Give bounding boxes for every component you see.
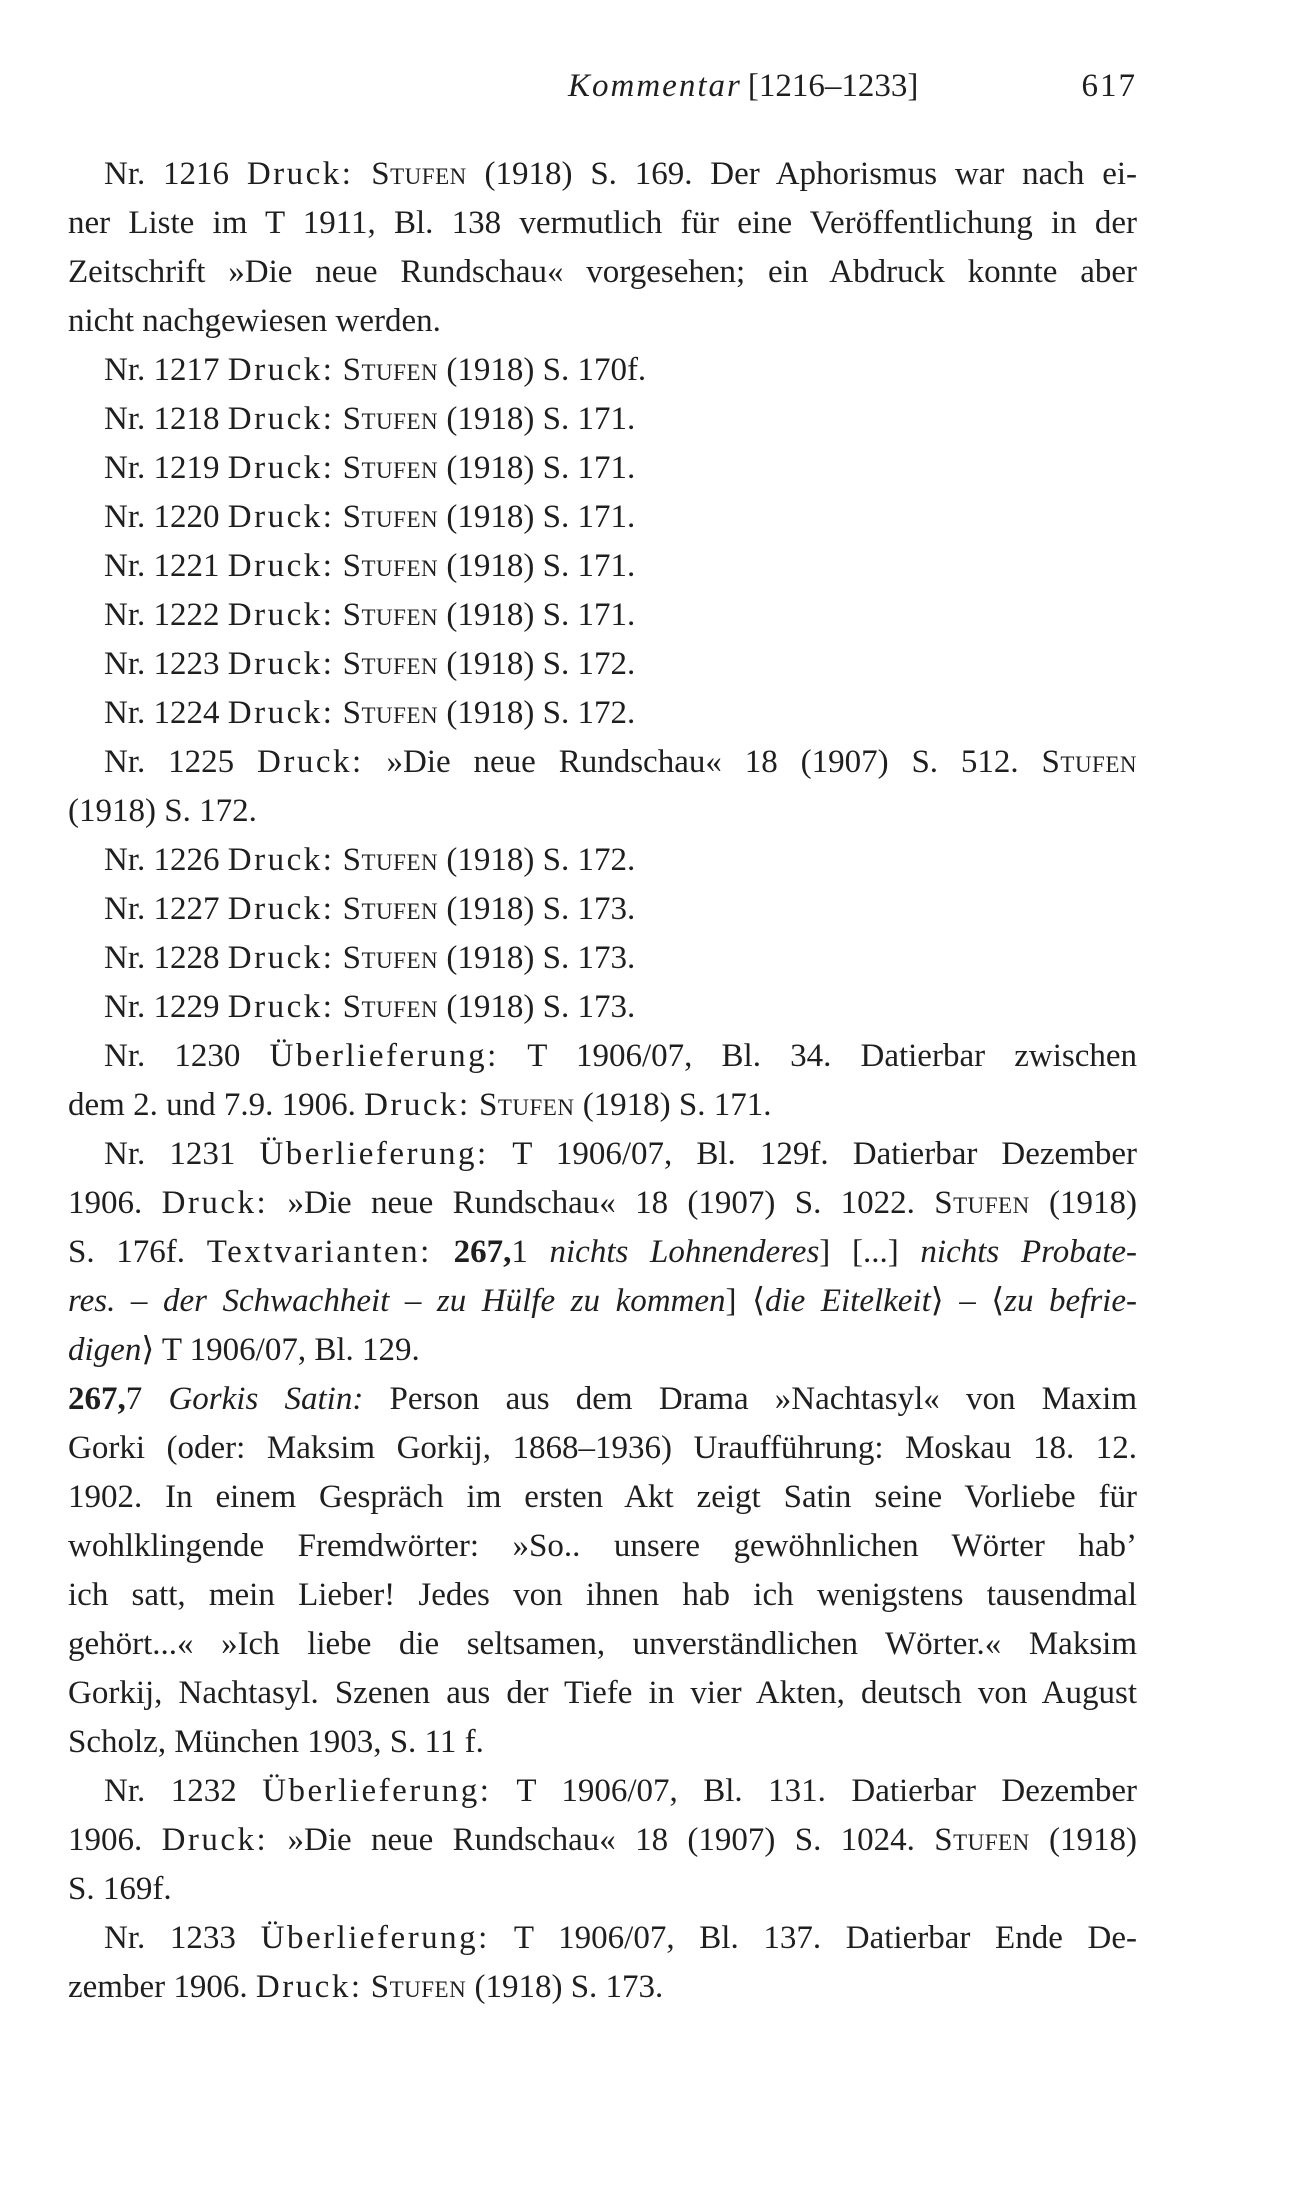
text-run: S. 169f. [68,1871,172,1907]
text-run: Nr. 1223 [104,646,228,682]
small-caps-run: Stufen [342,940,439,976]
text-line [68,738,1137,787]
text-run [334,646,342,682]
text-run: wohlklingende Fremdwörter: »So.. unsere gewöhnlichen Wörter hab’ [68,1528,1137,1564]
text-line [68,983,1137,1032]
spaced-run: Druck: [246,156,354,192]
commentary-body [68,150,1137,2012]
small-caps-run: Stufen [342,401,439,437]
small-caps-run: Stufen [371,156,467,192]
text-run: ⟩ – ⟨ [930,1283,1005,1319]
text-line [68,248,1137,297]
spaced-run: Druck: [227,989,335,1025]
spaced-run: Druck: [227,352,335,388]
text-line [68,493,1137,542]
text-run: ner Liste im T 1911, Bl. 138 vermutlich für eine Veröffentlichung in der [68,205,1137,241]
text-run: (1918) S. 171. [438,597,636,633]
text-run: (1918) S. 173. [438,940,636,976]
small-caps-run: Stufen [342,646,439,682]
text-run [334,989,342,1025]
text-line [68,1865,1137,1914]
text-run: Nr. 1222 [104,597,228,633]
text-line [68,591,1137,640]
text-run [334,401,342,437]
text-line [68,1375,1137,1424]
italic-run: Gorkis Satin: [168,1381,364,1417]
text-run: (1918) S. 172. [438,842,636,878]
text-run: Nr. 1233 [104,1920,261,1956]
text-run: Person aus dem Drama »Nachtasyl« von Maxim [363,1381,1137,1417]
text-run: (1918) S. 171. [438,450,636,486]
text-run [334,548,342,584]
text-line [68,1669,1137,1718]
text-run: Nr. 1221 [104,548,228,584]
text-run: Nr. 1227 [104,891,228,927]
running-head [568,66,1137,106]
text-run: 1906. [68,1185,162,1221]
spaced-run: Druck: [227,499,335,535]
text-run: nicht nachgewiesen werden. [68,303,441,339]
small-caps-run: Stufen [1041,744,1138,780]
text-run: Nr. 1224 [104,695,228,731]
bold-run: 267, [453,1234,512,1270]
spaced-run: Überlieferung: [260,1920,490,1956]
text-run: (1918) S. 171. [438,401,636,437]
spaced-run: Druck: [255,1969,363,2005]
text-line [68,1228,1137,1277]
text-line [68,542,1137,591]
page-number: 617 [1081,68,1137,104]
text-run: ich satt, mein Lieber! Jedes von ihnen hab ich wenigstens tausendmal [68,1577,1137,1613]
text-line [68,1032,1137,1081]
text-run [353,156,371,192]
text-line [68,1473,1137,1522]
text-run: Nr. 1229 [104,989,228,1025]
text-run: ] ⟨ [725,1283,765,1319]
running-head-title-text: Kommentar [568,68,742,104]
text-run: Zeitschrift »Die neue Rundschau« vorgesehen; ein Abdruck konnte aber [68,254,1137,290]
text-line [68,1081,1137,1130]
text-run [334,499,342,535]
text-run: gehört...« »Ich liebe die seltsamen, unverständlichen Wörter.« Maksim [68,1626,1137,1662]
text-line [68,1620,1137,1669]
spaced-run: Druck: [227,646,335,682]
text-run: 1902. In einem Gespräch im ersten Akt zeigt Satin seine Vorliebe für [68,1479,1137,1515]
text-run: Scholz, München 1903, S. 11 f. [68,1724,484,1760]
text-line [68,1424,1137,1473]
text-run: (1918) S. 170f. [438,352,647,388]
text-run: Nr. 1217 [104,352,228,388]
text-run: Nr. 1232 [104,1773,263,1809]
text-line [68,1179,1137,1228]
spaced-run: Druck: [257,744,364,780]
small-caps-run: Stufen [342,891,439,927]
text-line [68,1130,1137,1179]
text-run: »Die neue Rundschau« 18 (1907) S. 512. [363,744,1042,780]
spaced-run: Druck: [227,401,335,437]
small-caps-run: Stufen [342,499,439,535]
text-run: T 1906/07, Bl. 129f. Datierbar Dezember [488,1136,1138,1172]
text-line [68,1816,1137,1865]
small-caps-run: Stufen [342,842,439,878]
spaced-run: Druck: [161,1185,269,1221]
small-caps-run: Stufen [342,989,439,1025]
text-run: (1918) S. 173. [438,891,636,927]
text-run: ] [...] [819,1234,921,1270]
italic-run: zu befrie- [1004,1283,1137,1319]
text-run: 1906. [68,1822,162,1858]
italic-run: digen [68,1332,142,1368]
text-run: (1918) S. 169. Der Aphorismus war nach ei- [466,156,1138,192]
text-line [68,346,1137,395]
spaced-run: Textvarianten: [206,1234,432,1270]
text-line [68,1914,1137,1963]
text-run: »Die neue Rundschau« 18 (1907) S. 1022. [268,1185,935,1221]
text-run: 1 [511,1234,550,1270]
text-run: Nr. 1216 [104,156,247,192]
text-run [334,450,342,486]
text-run: (1918) [1029,1185,1138,1221]
italic-run: res. – der Schwachheit – zu Hülfe zu kommen [68,1283,726,1319]
text-run: (1918) S. 172. [68,793,257,829]
text-line [68,1522,1137,1571]
text-run: (1918) S. 173. [466,1969,664,2005]
text-run [334,940,342,976]
text-line [68,1277,1137,1326]
text-line [68,199,1137,248]
text-run [334,842,342,878]
spaced-run: Überlieferung: [262,1773,492,1809]
text-run: T 1906/07, Bl. 131. Datierbar Dezember [491,1773,1138,1809]
text-run: T 1906/07, Bl. 137. Datierbar Ende De- [489,1920,1137,1956]
running-head-title [568,66,918,106]
italic-run: nichts Lohnenderes [549,1234,820,1270]
spaced-run: Druck: [227,695,335,731]
running-head-range: [1216–1233] [747,68,919,104]
text-line [68,297,1137,346]
small-caps-run: Stufen [934,1822,1030,1858]
italic-run: nichts Probate- [920,1234,1138,1270]
text-run: T 1906/07, Bl. 34. Datierbar zwischen [498,1038,1137,1074]
text-run: »Die neue Rundschau« 18 (1907) S. 1024. [268,1822,935,1858]
text-line [68,444,1137,493]
text-line [68,787,1137,836]
text-run: Gorki (oder: Maksim Gorkij, 1868–1936) Uraufführung: Moskau 18. 12. [68,1430,1137,1466]
text-run: (1918) S. 171. [438,548,636,584]
spaced-run: Druck: [161,1822,269,1858]
text-run: Nr. 1226 [104,842,228,878]
text-line [68,1571,1137,1620]
small-caps-run: Stufen [342,548,439,584]
text-run: dem 2. und 7.9. 1906. [68,1087,365,1123]
text-line [68,836,1137,885]
text-run: S. 176f. [68,1234,207,1270]
spaced-run: Druck: [227,891,335,927]
spaced-run: Überlieferung: [269,1038,499,1074]
text-line [68,1718,1137,1767]
text-line [68,640,1137,689]
text-run: Nr. 1219 [104,450,228,486]
spaced-run: Druck: [227,842,335,878]
text-line [68,689,1137,738]
small-caps-run: Stufen [342,450,439,486]
text-run [334,597,342,633]
text-run: (1918) S. 172. [438,695,636,731]
spaced-run: Druck: [364,1087,471,1123]
small-caps-run: Stufen [342,597,439,633]
text-run: Nr. 1218 [104,401,228,437]
text-run [471,1087,479,1123]
text-run: 7 [125,1381,169,1417]
text-run: ⟩ T 1906/07, Bl. 129. [141,1332,420,1368]
small-caps-run: Stufen [342,695,439,731]
small-caps-run: Stufen [478,1087,575,1123]
text-run: Gorkij, Nachtasyl. Szenen aus der Tiefe in vier Akten, deutsch von August [68,1675,1137,1711]
spaced-run: Druck: [227,450,335,486]
text-run: Nr. 1220 [104,499,228,535]
small-caps-run: Stufen [934,1185,1030,1221]
text-run: (1918) S. 172. [438,646,636,682]
italic-run: die Eitelkeit [764,1283,931,1319]
bold-run: 267, [68,1381,126,1417]
text-run: Nr. 1225 [104,744,257,780]
spaced-run: Druck: [227,597,335,633]
spaced-run: Druck: [227,940,335,976]
text-line [68,885,1137,934]
text-run: (1918) S. 171. [438,499,636,535]
text-run: Nr. 1231 [104,1136,260,1172]
spaced-run: Druck: [227,548,335,584]
text-line [68,1963,1137,2012]
text-run: zember 1906. [68,1969,256,2005]
text-line [68,395,1137,444]
small-caps-run: Stufen [342,352,439,388]
text-line [68,1326,1137,1375]
text-run: Nr. 1230 [104,1038,270,1074]
text-run [334,891,342,927]
text-line [68,1767,1137,1816]
text-run: Nr. 1228 [104,940,228,976]
text-run: (1918) S. 173. [438,989,636,1025]
spaced-run: Überlieferung: [259,1136,489,1172]
small-caps-run: Stufen [370,1969,467,2005]
text-run [334,352,342,388]
text-run: (1918) S. 171. [574,1087,772,1123]
text-run [363,1969,371,2005]
text-run [432,1234,454,1270]
text-run: (1918) [1029,1822,1138,1858]
text-line [68,934,1137,983]
text-run [334,695,342,731]
text-line [68,150,1137,199]
